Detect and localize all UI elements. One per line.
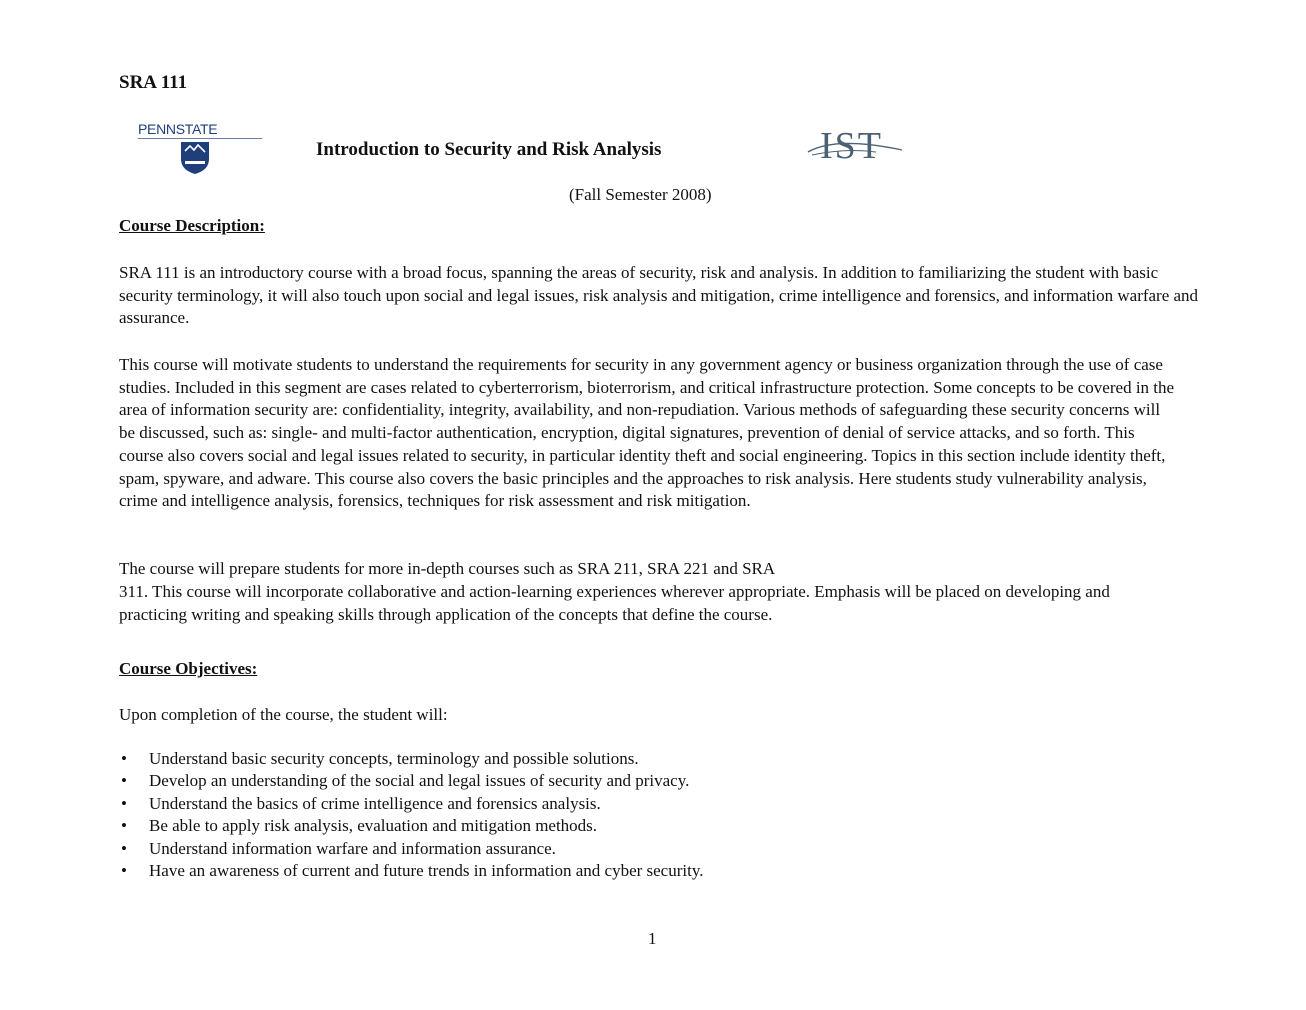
course-objectives-heading: Course Objectives: (119, 659, 258, 678)
shield-icon (180, 141, 210, 175)
list-item: • Understand basic security concepts, terminology and possible solutions. (119, 748, 703, 770)
course-description-heading: Course Description: (119, 216, 265, 235)
description-paragraph-2: This course will motivate students to understand the requirements for security in any government agency or business organization through the use of case studies. Included in this segment are cases related to cyberterrorism, bioterrorism, and critical infrastructure protection. Some concepts to be covered in the area of information security are: confidentiality, integrity, availability, and non-repudiation. Various methods of safeguarding these security concerns will be discussed, such as: single- and multi-factor authentication, encryption, digital signatures, prevention of denial of service attacks, and so forth. This course also covers social and legal issues related to security, in particular identity theft and social engineering. Topics in this section include identity theft, spam, spyware, and adware. This course also covers the basic principles and the approaches to risk analysis. Here students study vulnerability analysis, crime and intelligence analysis, forensics, techniques for risk assessment and risk mitigation. (119, 355, 1175, 511)
list-item: • Have an awareness of current and future trends in information and cyber security. (119, 860, 703, 882)
bullet-icon: • (121, 861, 127, 881)
course-code: SRA 111 (119, 72, 188, 93)
bullet-icon: • (121, 749, 127, 768)
description-paragraph-3: The course will prepare students for more in-depth courses such as SRA 211, SRA 221 and SRA (119, 559, 776, 578)
bullet-icon: • (121, 793, 127, 813)
description-paragraph-4: 311. This course will incorporate collaborative and action-learning experiences wherever appropriate. Emphasis will be placed on developing and practicing writing and speaking skills through application of the concepts that define the course. (119, 582, 1110, 624)
pennstate-logo (138, 121, 264, 177)
semester-label: (Fall Semester 2008) (569, 185, 712, 204)
document-title: Introduction to Security and Risk Analysis (316, 139, 662, 160)
list-item: • Understand the basics of crime intelligence and forensics analysis. (119, 793, 703, 815)
pennstate-logo-text: PENNSTATE (138, 121, 218, 137)
bullet-icon: • (121, 816, 127, 836)
bullet-icon: • (121, 838, 127, 858)
list-item: • Be able to apply risk analysis, evaluation and mitigation methods. (119, 815, 703, 837)
description-paragraph-1: SRA 111 is an introductory course with a broad focus, spanning the areas of security, risk and analysis. In addition to familiarizing the student with basic security terminology, it will also touch upon social and legal issues, risk analysis and mitigation, crime intelligence and forensics, and information warfare and assurance. (119, 263, 1199, 328)
bullet-icon: • (121, 771, 127, 791)
objectives-list (119, 748, 703, 882)
ist-logo-text: IST (820, 125, 883, 167)
page-number: 1 (648, 929, 657, 948)
list-item: • Understand information warfare and information assurance. (119, 838, 703, 860)
list-item: • Develop an understanding of the social and legal issues of security and privacy. (119, 770, 703, 792)
objectives-intro: Upon completion of the course, the student will: (119, 705, 448, 724)
